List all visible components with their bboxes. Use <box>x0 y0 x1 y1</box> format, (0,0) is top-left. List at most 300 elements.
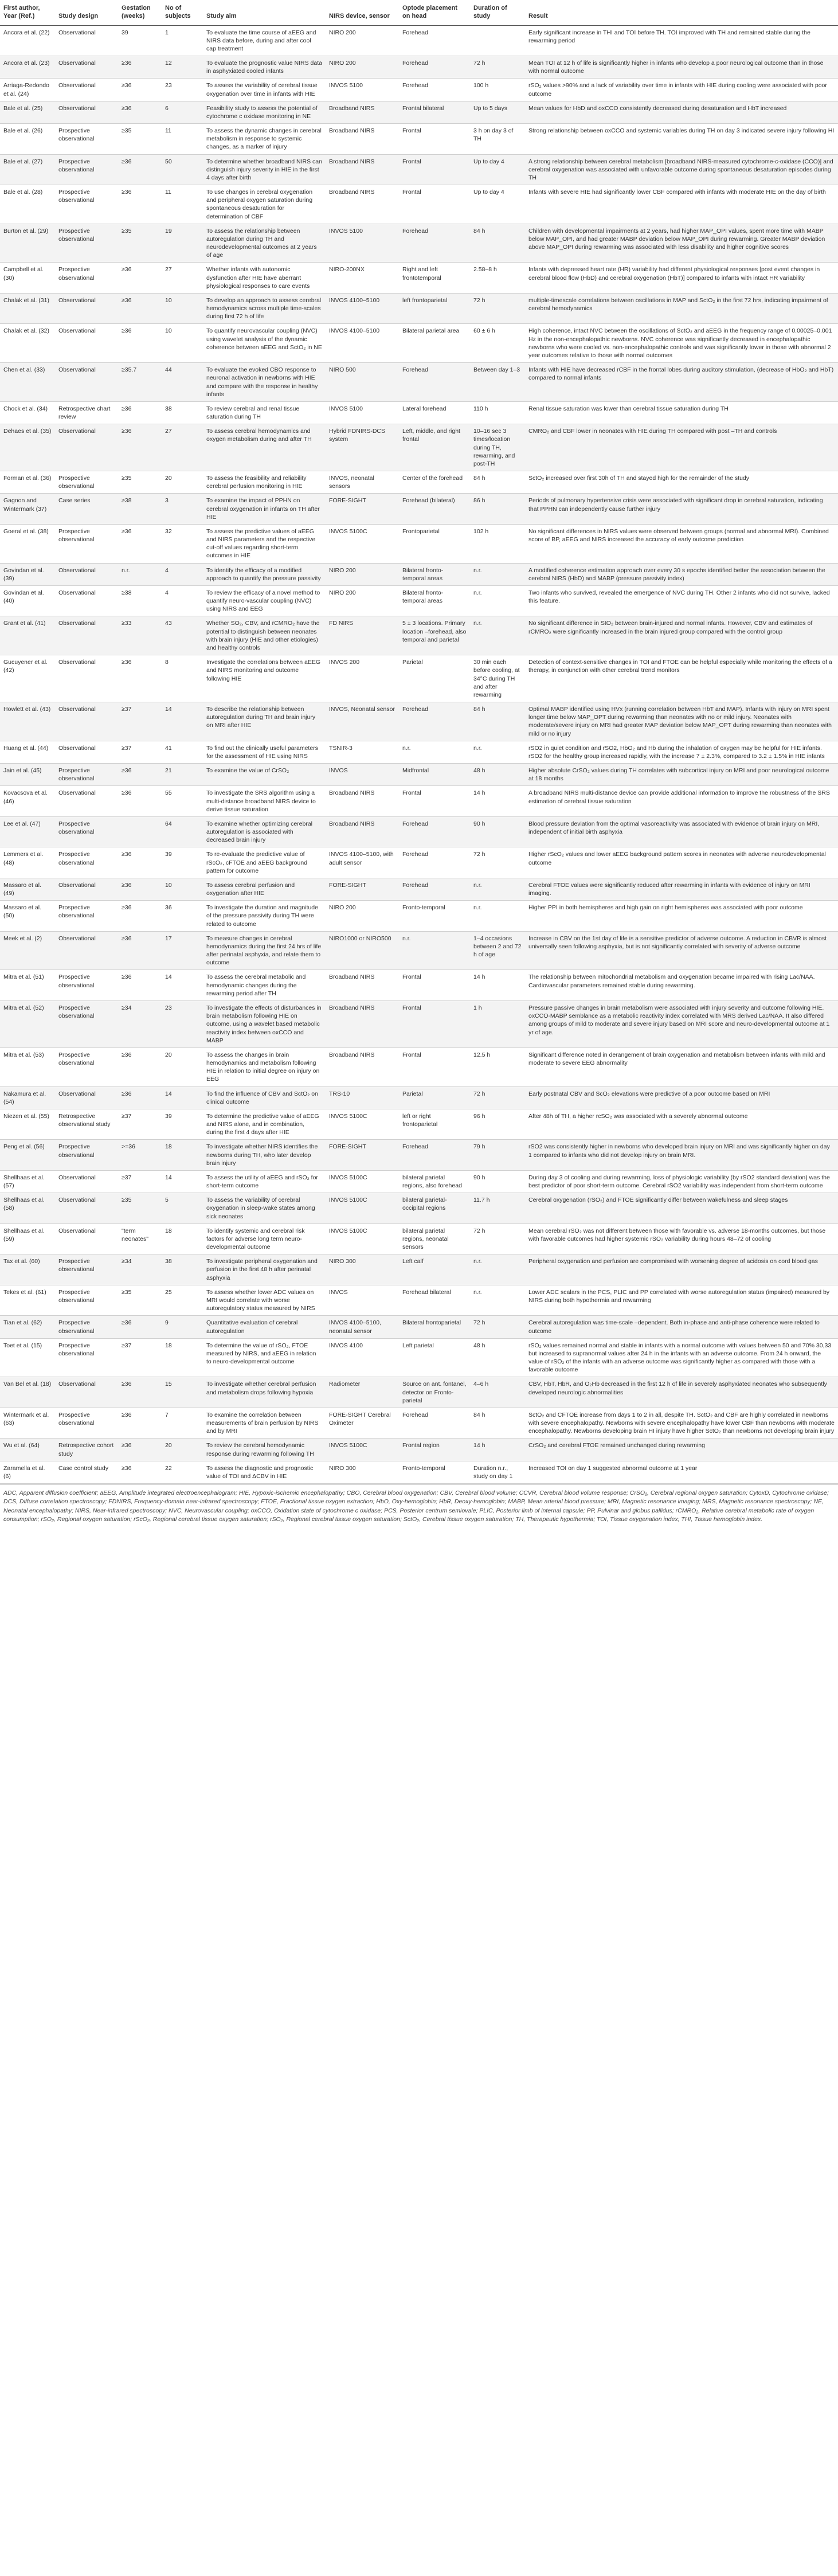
cell-placement: Center of the forehead <box>399 471 470 494</box>
cell-device: NIRO 200 <box>326 585 399 616</box>
cell-result: Optimal MABP identified using HVx (running correlation between HbT and MAP). Infants with injury on MRI spent longer time below MAP_OPT during rewarming than neonates with no or mild injury. Neonates with moderate/severe injury on MRI had greater MAP deviation below MAP_OPT during rewarming than neonates with mild or no injury <box>525 702 838 741</box>
cell-gestation: ≥36 <box>118 154 162 185</box>
cell-placement: Source on ant. fontanel, detector on Fronto-parietal <box>399 1377 470 1408</box>
table-row <box>0 124 838 155</box>
cell-subjects: 15 <box>162 1377 203 1408</box>
header-duration: Duration of study <box>470 0 525 25</box>
cell-design: Prospective observational <box>55 1047 118 1086</box>
cell-result: Renal tissue saturation was lower than cerebral tissue saturation during TH <box>525 401 838 424</box>
cell-duration: 72 h <box>470 1223 525 1254</box>
cell-placement: Left parietal <box>399 1338 470 1377</box>
cell-placement: n.r. <box>399 741 470 763</box>
cell-gestation: ≥36 <box>118 1316 162 1338</box>
cell-duration: 102 h <box>470 524 525 563</box>
cell-aim: To develop an approach to assess cerebral hemodynamics across multiple time-scales during first 72 h of life <box>203 293 326 324</box>
cell-author: Gagnon and Wintermark (37) <box>0 494 55 525</box>
cell-duration: 30 min each before cooling, at 34°C during TH and after rewarming <box>470 655 525 702</box>
cell-aim: To assess the diagnostic and prognostic value of TOI and ΔCBV in HIE <box>203 1461 326 1483</box>
cell-duration: 72 h <box>470 1316 525 1338</box>
cell-device: FD NIRS <box>326 616 399 655</box>
cell-subjects: 10 <box>162 293 203 324</box>
cell-device: NIRO 200 <box>326 563 399 585</box>
cell-subjects: 44 <box>162 363 203 402</box>
cell-subjects: 8 <box>162 655 203 702</box>
table-row <box>0 263 838 294</box>
cell-gestation: ≥37 <box>118 1109 162 1140</box>
cell-result: Infants with depressed heart rate (HR) variability had different physiological responses [post event changes in cerebral blood flow (HbD) and cerebral oxygenation (HbT)] compared to infants with intact HR variability <box>525 263 838 294</box>
cell-device: INVOS 4100–5100, with adult sensor <box>326 847 399 878</box>
cell-gestation: ≥36 <box>118 1086 162 1109</box>
cell-design: Observational <box>55 101 118 123</box>
cell-author: Shellhaas et al. (59) <box>0 1223 55 1254</box>
table-row <box>0 931 838 970</box>
cell-result: Early postnatal CBV and ScO₂ elevations were predictive of a poor outcome based on MRI <box>525 1086 838 1109</box>
cell-result: Higher absolute CrSO₂ values during TH correlates with subcortical injury on MRI and poor neurological outcome at 18 months <box>525 764 838 786</box>
cell-duration: 72 h <box>470 847 525 878</box>
cell-duration: 72 h <box>470 56 525 79</box>
cell-duration: n.r. <box>470 901 525 932</box>
cell-aim: To assess the variability of cerebral oxygenation in sleep-wake states among sick neonates <box>203 1193 326 1224</box>
cell-aim: To investigate the duration and magnitude of the pressure passivity during TH were related to outcome <box>203 901 326 932</box>
table-row <box>0 1461 838 1483</box>
cell-design: Case series <box>55 494 118 525</box>
cell-duration: 110 h <box>470 401 525 424</box>
cell-author: Arriaga-Redondo et al. (24) <box>0 79 55 101</box>
cell-duration: 84 h <box>470 702 525 741</box>
cell-result: SctO₂ increased over first 30h of TH and stayed high for the remainder of the study <box>525 471 838 494</box>
cell-duration: n.r. <box>470 1254 525 1285</box>
cell-duration: n.r. <box>470 563 525 585</box>
cell-author: Niezen et al. (55) <box>0 1109 55 1140</box>
cell-design: Prospective observational <box>55 1408 118 1439</box>
cell-result: The relationship between mitochondrial metabolism and oxygenation became impaired with rising Lac/NAA. Cardiovascular parameters remained stable during rewarming. <box>525 970 838 1001</box>
cell-gestation: ≥36 <box>118 764 162 786</box>
cell-placement: Lateral forehead <box>399 401 470 424</box>
cell-result: A strong relationship between cerebral metabolism [broadband NIRS-measured cytochrome-c-oxidase (CCO)] and cerebral oxygenation was associated with unfavorable outcome during spontaneous desaturation episodes during TH <box>525 154 838 185</box>
cell-design: Prospective observational <box>55 1254 118 1285</box>
cell-subjects: 6 <box>162 101 203 123</box>
cell-subjects: 64 <box>162 816 203 847</box>
cell-subjects: 9 <box>162 1316 203 1338</box>
cell-gestation: ≥36 <box>118 79 162 101</box>
table-row <box>0 970 838 1001</box>
cell-placement: left frontoparietal <box>399 293 470 324</box>
table-row <box>0 293 838 324</box>
cell-placement: Frontal <box>399 970 470 1001</box>
cell-gestation: ≥36 <box>118 56 162 79</box>
cell-design: Observational <box>55 293 118 324</box>
cell-gestation: ≥36 <box>118 878 162 900</box>
cell-result: Two infants who survived, revealed the emergence of NVC during TH. Other 2 infants who did not survive, lacked this feature. <box>525 585 838 616</box>
cell-device: INVOS 5100 <box>326 224 399 263</box>
cell-device: INVOS <box>326 764 399 786</box>
cell-gestation: 39 <box>118 25 162 56</box>
cell-author: Peng et al. (56) <box>0 1140 55 1171</box>
cell-design: Prospective observational <box>55 901 118 932</box>
cell-placement: Forehead bilateral <box>399 1285 470 1316</box>
cell-design: Observational <box>55 931 118 970</box>
cell-subjects: 38 <box>162 1254 203 1285</box>
table-row <box>0 185 838 224</box>
cell-author: Chalak et al. (31) <box>0 293 55 324</box>
cell-author: Wu et al. (64) <box>0 1439 55 1461</box>
cell-author: Mitra et al. (53) <box>0 1047 55 1086</box>
cell-design: Observational <box>55 655 118 702</box>
cell-duration: n.r. <box>470 616 525 655</box>
cell-gestation <box>118 816 162 847</box>
cell-result: Infants with HIE have decreased rCBF in the frontal lobes during auditory stimulation, (decrease of HbO₂ and HbT) compared to normal infants <box>525 363 838 402</box>
cell-device: INVOS 5100 <box>326 79 399 101</box>
cell-gestation: >=36 <box>118 1140 162 1171</box>
cell-result: High coherence, intact NVC between the oscillations of SctO₂ and aEEG in the frequency range of 0.00025–0.001 Hz in the non-encephalopathic newborns. NVC coherence was significantly decreased in encephalopathic newborns who were cooled vs. non-encephalopathic controls and was significantly lower in those with abnormal 2 year outcomes relative to those with normal outcomes <box>525 324 838 363</box>
cell-design: Prospective observational <box>55 1285 118 1316</box>
cell-placement: Frontal <box>399 185 470 224</box>
table-footnote: ADC, Apparent diffusion coefficient; aEEG, Amplitude integrated electroencephalogram; HIE, Hypoxic-ischemic encephalopathy; CBO, Cerebral blood oxygenation; CBV, Cerebral blood volume; CCVR, Cerebral blood volume response; CrSO₂, Cerebral regional oxygen saturation; CytoxD, Cytochrome oxidase; DCS, Diffuse correlation spectroscopy; FDNIRS, Frequency-domain near-infrared spectroscopy; FTOE, Fractional tissue oxygen extraction; HbO, Oxy-hemoglobin; HbR, Deoxy-hemoglobin; MABP, Mean arterial blood pressure; MRI, Magnetic resonance imaging; MRS, Magnetic resonance spectroscopy; NE, Neonatal encephalopathy; NIRS, Near-infrared spectroscopy; NVC, Neurovascular coupling; oxCCO, Oxidation state of cytochrome c oxidase; PCS, Posterior centrum semiovale; PLIC, Posterior limb of internal capsule; PP, Pulvinar and globus pallidus; rCMRO₂, Relative cerebral metabolic rate of oxygen consumption; rSO₂, Regional oxygen saturation; rScO₂, Regional cerebral tissue oxygen saturation; rSO₂, Regional cerebral tissue oxygen saturation; SctO₂, Cerebral tissue oxygen saturation; TH, Therapeutic hypothermia; TOI, Tissue oxygenation index; THI, Tissue hemoglobin index. <box>0 1484 838 1529</box>
cell-subjects: 10 <box>162 324 203 363</box>
cell-subjects: 32 <box>162 524 203 563</box>
cell-duration: 90 h <box>470 816 525 847</box>
cell-gestation: ≥36 <box>118 931 162 970</box>
table-header <box>0 0 838 25</box>
cell-placement: Fronto-temporal <box>399 1461 470 1483</box>
cell-result: CrSO₂ and cerebral FTOE remained unchanged during rewarming <box>525 1439 838 1461</box>
cell-aim: To measure changes in cerebral hemodynamics during the first 24 hrs of life after perinatal asphyxia, and relate them to outcome <box>203 931 326 970</box>
table-row <box>0 471 838 494</box>
cell-subjects: 19 <box>162 224 203 263</box>
cell-device: NIRO 300 <box>326 1254 399 1285</box>
cell-gestation: ≥36 <box>118 847 162 878</box>
cell-duration: 60 ± 6 h <box>470 324 525 363</box>
cell-duration: 1–4 occasions between 2 and 72 h of age <box>470 931 525 970</box>
cell-placement: bilateral parietal regions, neonatal sensors <box>399 1223 470 1254</box>
cell-author: Nakamura et al. (54) <box>0 1086 55 1109</box>
cell-design: Observational <box>55 79 118 101</box>
cell-duration: 14 h <box>470 786 525 817</box>
cell-design: Prospective observational <box>55 970 118 1001</box>
cell-subjects: 23 <box>162 1001 203 1048</box>
cell-result: After 48h of TH, a higher rcSO₂ was associated with a severely abnormal outcome <box>525 1109 838 1140</box>
cell-placement: n.r. <box>399 931 470 970</box>
header-row <box>0 0 838 25</box>
cell-design: Observational <box>55 424 118 471</box>
table-row <box>0 1109 838 1140</box>
cell-result: Mean values for HbD and oxCCO consistently decreased during desaturation and HbT increased <box>525 101 838 123</box>
cell-result: Blood pressure deviation from the optimal vasoreactivity was associated with evidence of brain injury on MRI, independent of initial birth asphyxia <box>525 816 838 847</box>
cell-device: FORE-SIGHT <box>326 494 399 525</box>
cell-aim: To review the efficacy of a novel method to quantify neuro-vascular coupling (NVC) using NIRS and EEG <box>203 585 326 616</box>
cell-result: SctO₂ and CFTOE increase from days 1 to 2 in all, despite TH. SctO₂ and CBF are highly correlated in newborns with severe encephalopathy. Newborns with severe encephalopathy have lower CBF than newborns with moderate encephalopathy. Newborns developing brain HI injury have higher SctO₂ than newborns not developing brain injury <box>525 1408 838 1439</box>
cell-placement: Forehead <box>399 702 470 741</box>
cell-gestation: ≥36 <box>118 1408 162 1439</box>
cell-duration: 96 h <box>470 1109 525 1140</box>
table-row <box>0 1047 838 1086</box>
cell-aim: To assess cerebral hemodynamics and oxygen metabolism during and after TH <box>203 424 326 471</box>
cell-design: Case control study <box>55 1461 118 1483</box>
cell-gestation: ≥36 <box>118 185 162 224</box>
cell-author: Tekes et al. (61) <box>0 1285 55 1316</box>
cell-design: Retrospective observational study <box>55 1109 118 1140</box>
cell-design: Retrospective cohort study <box>55 1439 118 1461</box>
cell-subjects: 5 <box>162 1193 203 1224</box>
cell-result: Higher rScO₂ values and lower aEEG background pattern scores in neonates with adverse neurodevelopmental outcome <box>525 847 838 878</box>
table-row <box>0 224 838 263</box>
cell-device: NIRO-200NX <box>326 263 399 294</box>
cell-author: Lee et al. (47) <box>0 816 55 847</box>
cell-subjects: 27 <box>162 263 203 294</box>
cell-subjects: 38 <box>162 401 203 424</box>
cell-placement: Fronto-temporal <box>399 901 470 932</box>
header-gestation: Gestation (weeks) <box>118 0 162 25</box>
cell-aim: To use changes in cerebral oxygenation and peripheral oxygen saturation during spontaneous desaturation for determination of CBF <box>203 185 326 224</box>
cell-gestation: ≥36 <box>118 324 162 363</box>
cell-placement: Frontal <box>399 1047 470 1086</box>
cell-author: Kovacsova et al. (46) <box>0 786 55 817</box>
cell-gestation: ≥35 <box>118 224 162 263</box>
cell-placement: Forehead (bilateral) <box>399 494 470 525</box>
cell-gestation: ≥36 <box>118 655 162 702</box>
cell-result: No significant differences in NIRS values were observed between groups (normal and abnormal MRI). Combined score of BP, aEEG and NIRS increased the accuracy of early outcome prediction <box>525 524 838 563</box>
cell-device: FORE-SIGHT <box>326 878 399 900</box>
table-row <box>0 764 838 786</box>
cell-gestation: ≥36 <box>118 901 162 932</box>
cell-duration: 10–16 sec 3 times/location during TH, rewarming, and post-TH <box>470 424 525 471</box>
cell-design: Observational <box>55 363 118 402</box>
cell-aim: To assess the utility of aEEG and rSO₂ for short-term outcome <box>203 1170 326 1193</box>
cell-device: TRS-10 <box>326 1086 399 1109</box>
cell-subjects: 18 <box>162 1140 203 1171</box>
cell-device: INVOS 5100C <box>326 1170 399 1193</box>
cell-subjects: 14 <box>162 970 203 1001</box>
table-row <box>0 655 838 702</box>
cell-subjects: 50 <box>162 154 203 185</box>
cell-design: Observational <box>55 563 118 585</box>
cell-subjects: 27 <box>162 424 203 471</box>
cell-subjects: 18 <box>162 1223 203 1254</box>
header-author: First author, Year (Ref.) <box>0 0 55 25</box>
cell-design: Observational <box>55 324 118 363</box>
cell-aim: To assess the variability of cerebral tissue oxygenation over time in infants with HIE <box>203 79 326 101</box>
cell-result: Detection of context-sensitive changes in TOI and FTOE can be helpful especially while monitoring the effects of a therapy, in conjunction with other cerebral trend monitors <box>525 655 838 702</box>
cell-subjects: 10 <box>162 878 203 900</box>
cell-author: Forman et al. (36) <box>0 471 55 494</box>
cell-device: FORE-SIGHT <box>326 1140 399 1171</box>
cell-duration: n.r. <box>470 585 525 616</box>
cell-device: INVOS 4100–5100, neonatal sensor <box>326 1316 399 1338</box>
cell-device: Broadband NIRS <box>326 101 399 123</box>
cell-subjects: 18 <box>162 1338 203 1377</box>
cell-device: INVOS <box>326 1285 399 1316</box>
cell-design: Prospective observational <box>55 124 118 155</box>
cell-device: INVOS 5100C <box>326 524 399 563</box>
cell-gestation: n.r. <box>118 563 162 585</box>
table-row <box>0 524 838 563</box>
cell-author: Massaro et al. (49) <box>0 878 55 900</box>
cell-author: Tian et al. (62) <box>0 1316 55 1338</box>
cell-result: Children with developmental impairments at 2 years, had higher MAP_OPI values, spent more time with MABP below MAP_OPI, and had greater MABP deviation below MAP_OPI during rewarming. Greater MABP deviation above MAP_OPI during rewarming was associated with less disability and higher cognitive scores <box>525 224 838 263</box>
cell-result: Increase in CBV on the 1st day of life is a sensitive predictor of adverse outcome. A reduction in CBVR is almost universally seen following asphyxia, but is not significantly correlated with severity of adverse outcome <box>525 931 838 970</box>
cell-result: rSO₂ values remained normal and stable in infants with a normal outcome with values between 50 and 70% 30,33 but increased to supranormal values after 24 h in the infants with an adverse outcome. From 24 h onward, the value of rSO₂ of the infants with an adverse outcome was significantly higher as compared with those with a favorable outcome <box>525 1338 838 1377</box>
cell-placement: Frontal region <box>399 1439 470 1461</box>
cell-author: Bale et al. (27) <box>0 154 55 185</box>
table-row <box>0 1223 838 1254</box>
cell-design: Prospective observational <box>55 1316 118 1338</box>
cell-device: Broadband NIRS <box>326 1001 399 1048</box>
cell-gestation: ≥36 <box>118 1461 162 1483</box>
cell-design: Retrospective chart review <box>55 401 118 424</box>
table-row <box>0 786 838 817</box>
table-row <box>0 424 838 471</box>
cell-subjects: 55 <box>162 786 203 817</box>
cell-aim: To investigate the effects of disturbances in brain metabolism following HIE on outcome, using a wavelet based metabolic reactivity index between oxCCO and MABP <box>203 1001 326 1048</box>
cell-author: Zaramella et al. (6) <box>0 1461 55 1483</box>
cell-design: Prospective observational <box>55 816 118 847</box>
cell-design: Observational <box>55 616 118 655</box>
table-row <box>0 324 838 363</box>
cell-duration: 11.7 h <box>470 1193 525 1224</box>
cell-placement: Parietal <box>399 1086 470 1109</box>
table-row <box>0 101 838 123</box>
cell-gestation: ≥36 <box>118 263 162 294</box>
cell-result: Strong relationship between oxCCO and systemic variables during TH on day 3 indicated severe injury following HI <box>525 124 838 155</box>
table-row <box>0 847 838 878</box>
cell-author: Tax et al. (60) <box>0 1254 55 1285</box>
cell-device: INVOS 5100 <box>326 401 399 424</box>
cell-author: Chen et al. (33) <box>0 363 55 402</box>
cell-duration: Up to day 4 <box>470 154 525 185</box>
cell-duration: Duration n.r., study on day 1 <box>470 1461 525 1483</box>
cell-author: Ancora et al. (23) <box>0 56 55 79</box>
cell-device: INVOS 5100C <box>326 1109 399 1140</box>
cell-duration: 86 h <box>470 494 525 525</box>
table-row <box>0 1193 838 1224</box>
cell-duration: 4–6 h <box>470 1377 525 1408</box>
cell-design: Observational <box>55 585 118 616</box>
cell-device: INVOS 5100C <box>326 1223 399 1254</box>
table-row <box>0 494 838 525</box>
table-row <box>0 56 838 79</box>
cell-gestation: ≥34 <box>118 1001 162 1048</box>
cell-duration: 72 h <box>470 1086 525 1109</box>
cell-placement: Bilateral parietal area <box>399 324 470 363</box>
cell-design: Prospective observational <box>55 471 118 494</box>
cell-device: INVOS 4100–5100 <box>326 293 399 324</box>
table-row <box>0 1254 838 1285</box>
cell-aim: To assess whether lower ADC values on MRI would correlate with worse autoregulatory status measured by NIRS <box>203 1285 326 1316</box>
cell-device: Broadband NIRS <box>326 185 399 224</box>
cell-gestation: "term neonates" <box>118 1223 162 1254</box>
cell-gestation: ≥36 <box>118 293 162 324</box>
cell-design: Prospective observational <box>55 764 118 786</box>
cell-placement: Forehead <box>399 1408 470 1439</box>
cell-result: CBV, HbT, HbR, and O₂Hb decreased in the first 12 h of life in severely asphyxiated neonates who subsequently developed neurologic abnormalities <box>525 1377 838 1408</box>
cell-design: Prospective observational <box>55 1140 118 1171</box>
cell-aim: To identify the efficacy of a modified approach to quantify the pressure passivity <box>203 563 326 585</box>
cell-design: Prospective observational <box>55 1001 118 1048</box>
cell-placement: Frontal <box>399 124 470 155</box>
cell-aim: To identify systemic and cerebral risk factors for adverse long term neuro-developmental outcome <box>203 1223 326 1254</box>
cell-device: Radiometer <box>326 1377 399 1408</box>
cell-placement: Forehead <box>399 224 470 263</box>
cell-device: TSNIR-3 <box>326 741 399 763</box>
cell-placement: Right and left frontotemporal <box>399 263 470 294</box>
cell-result: rSO2 in quiet condition and rSO2, HbO₂ and Hb during the inhalation of oxygen may be helpful for HIE infants. rSO2 for the healthy group increased rapidly, with the increase 7 ± 2.3%, compared to 3.2 ± 1.5% in HIE infants <box>525 741 838 763</box>
cell-gestation: ≥36 <box>118 401 162 424</box>
cell-gestation: ≥34 <box>118 1254 162 1285</box>
cell-design: Observational <box>55 1086 118 1109</box>
table-row <box>0 1377 838 1408</box>
cell-duration: 72 h <box>470 293 525 324</box>
cell-aim: To evaluate the prognostic value NIRS data in asphyxiated cooled infants <box>203 56 326 79</box>
cell-result: Periods of pulmonary hypertensive crisis were associated with significant drop in cerebral saturation, indicating that PPHN can independently cause further injury <box>525 494 838 525</box>
cell-device: INVOS 4100–5100 <box>326 324 399 363</box>
cell-subjects: 14 <box>162 1086 203 1109</box>
cell-author: Jain et al. (45) <box>0 764 55 786</box>
cell-aim: To re-evaluate the predictive value of rScO₂, cFTOE and aEEG background pattern for outcome <box>203 847 326 878</box>
cell-placement: Forehead <box>399 847 470 878</box>
cell-subjects: 14 <box>162 1170 203 1193</box>
cell-aim: To assess the cerebral metabolic and hemodynamic changes during the rewarming period after TH <box>203 970 326 1001</box>
cell-author: Goeral et al. (38) <box>0 524 55 563</box>
table-row <box>0 901 838 932</box>
cell-result: multiple-timescale correlations between oscillations in MAP and SctO₂ in the first 72 hrs, indicating impairment of cerebral hemodynamics <box>525 293 838 324</box>
cell-result: A modified coherence estimation approach over every 30 s epochs identified better the association between the cerebral NIRS (HbD) and MABP (pressure passivity index) <box>525 563 838 585</box>
cell-duration: 3 h on day 3 of TH <box>470 124 525 155</box>
cell-gestation: ≥35 <box>118 471 162 494</box>
cell-gestation: ≥35 <box>118 1193 162 1224</box>
cell-author: Dehaes et al. (35) <box>0 424 55 471</box>
header-placement: Optode placement on head <box>399 0 470 25</box>
cell-gestation: ≥36 <box>118 1439 162 1461</box>
cell-subjects: 41 <box>162 741 203 763</box>
cell-aim: To investigate peripheral oxygenation and perfusion in the first 48 h after perinatal asphyxia <box>203 1254 326 1285</box>
cell-aim: Whether infants with autonomic dysfunction after HIE have aberrant physiological responses to care events <box>203 263 326 294</box>
header-subjects: No of subjects <box>162 0 203 25</box>
cell-aim: To examine whether optimizing cerebral autoregulation is associated with decreased brain injury <box>203 816 326 847</box>
cell-device: Broadband NIRS <box>326 124 399 155</box>
cell-author: Grant et al. (41) <box>0 616 55 655</box>
cell-author: Shellhaas et al. (58) <box>0 1193 55 1224</box>
cell-duration: 84 h <box>470 471 525 494</box>
cell-device: NIRO 200 <box>326 901 399 932</box>
cell-design: Observational <box>55 56 118 79</box>
cell-aim: To evaluate the time course of aEEG and NIRS data before, during and after cool cap treatment <box>203 25 326 56</box>
cell-placement: bilateral parietal-occipital regions <box>399 1193 470 1224</box>
cell-aim: To examine the correlation between measurements of brain perfusion by NIRS and by MRI <box>203 1408 326 1439</box>
table-row <box>0 79 838 101</box>
cell-subjects: 23 <box>162 79 203 101</box>
cell-aim: To examine the impact of PPHN on cerebral oxygenation in infants on TH after HIE <box>203 494 326 525</box>
cell-aim: To examine the value of CrSO₂ <box>203 764 326 786</box>
cell-device: INVOS, Neonatal sensor <box>326 702 399 741</box>
cell-result: During day 3 of cooling and during rewarming, loss of physiologic variability (by rSO2 standard deviation) was the best predictor of poor short-term outcome. Cerebral rSO2 variability was independent from short-term outcome <box>525 1170 838 1193</box>
cell-placement: Forehead <box>399 25 470 56</box>
cell-result: Cerebral autoregulation was time-scale –dependent. Both in-phase and anti-phase coherence were related to outcome <box>525 1316 838 1338</box>
table-row <box>0 741 838 763</box>
cell-duration: Between day 1–3 <box>470 363 525 402</box>
cell-placement: Forehead <box>399 816 470 847</box>
cell-duration: 90 h <box>470 1170 525 1193</box>
cell-gestation: ≥36 <box>118 101 162 123</box>
cell-aim: To investigate whether cerebral perfusion and metabolism drops following hypoxia <box>203 1377 326 1408</box>
cell-device: FORE-SIGHT Cerebral Oximeter <box>326 1408 399 1439</box>
table-row <box>0 616 838 655</box>
cell-result: Higher PPI in both hemispheres and high gain on right hemispheres was associated with poor outcome <box>525 901 838 932</box>
cell-result: Cerebral FTOE values were significantly reduced after rewarming in infants with evidence of injury on MRI imaging. <box>525 878 838 900</box>
cell-author: Bale et al. (25) <box>0 101 55 123</box>
cell-placement: Bilateral fronto-temporal areas <box>399 563 470 585</box>
cell-placement: 5 ± 3 locations. Primary location –forehead, also temporal and parietal <box>399 616 470 655</box>
cell-device: Broadband NIRS <box>326 816 399 847</box>
